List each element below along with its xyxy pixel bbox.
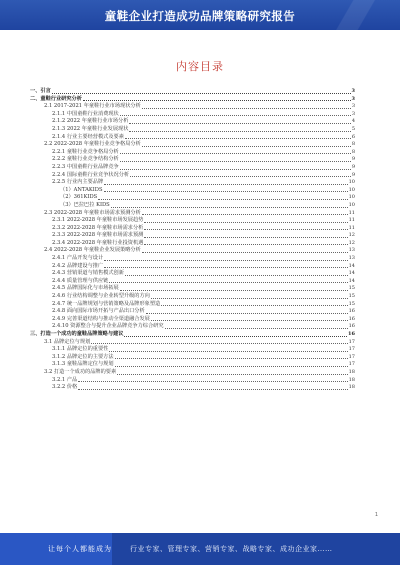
toc-entry[interactable] <box>30 255 355 263</box>
toc-entry-label: 3.1 品牌定位与规划 <box>44 338 91 345</box>
toc-entry-page: 14 <box>348 262 355 269</box>
toc-entry[interactable] <box>30 346 355 354</box>
toc-leader-dots <box>115 358 348 359</box>
toc-entry-label: 2.4.7 统一品牌规划与营销策略及品牌形象塑造 <box>52 300 161 307</box>
toc-entry-label: 2.3 2022-2028 年童鞋市场需求预测分析 <box>44 209 141 216</box>
toc-leader-dots <box>78 381 347 382</box>
report-title: 童鞋企业打造成功品牌策略研究报告 <box>104 9 296 23</box>
header-banner <box>0 0 400 30</box>
toc-entry[interactable] <box>30 308 355 316</box>
footer-slogan: 让每个人都能成为 <box>48 545 112 553</box>
toc-entry-page: 11 <box>348 209 355 216</box>
toc-entry-label: 2.1.2 2022 年童鞋行业市场分析 <box>52 118 129 125</box>
footer-bar <box>0 533 400 565</box>
toc-leader-dots <box>52 93 351 94</box>
toc-leader-dots <box>104 267 347 268</box>
toc-entry-page: 10 <box>348 201 355 208</box>
toc-entry-page: 11 <box>348 217 355 224</box>
toc-leader-dots <box>142 108 351 109</box>
toc-entry-label: 2.4.3 营销渠道与销售模式创新 <box>52 270 124 277</box>
toc-entry-page: 17 <box>348 338 355 345</box>
toc-entry-label: 三、打造一个成功的童鞋品牌策略与建议 <box>30 331 124 337</box>
toc-entry-label: 3.1.1 品牌定位的重要性 <box>52 346 109 353</box>
toc-entry-page: 14 <box>348 270 355 277</box>
toc-entry-label: 2.2.2 童鞋行业竞争结构分析 <box>52 156 119 163</box>
toc-entry-label: 3.1.2 品牌定位的主要方法 <box>52 353 114 360</box>
toc-entry-page: 16 <box>348 331 355 337</box>
toc-leader-dots <box>144 237 347 238</box>
toc-leader-dots <box>104 260 347 261</box>
toc-leader-dots <box>129 123 350 124</box>
toc-entry-label: 2.2 2022-2028 年童鞋行业竞争格局分析 <box>44 141 141 148</box>
toc-entry-page: 9 <box>351 171 355 178</box>
toc-leader-dots <box>83 100 351 101</box>
toc-leader-dots <box>144 229 347 230</box>
toc-entry-page: 15 <box>348 300 355 307</box>
toc-leader-dots <box>120 290 348 291</box>
toc-entry[interactable] <box>30 126 355 134</box>
toc-entry-label: 2.3.2 2022-2028 年童鞋市场需求分析 <box>52 224 144 231</box>
toc-entry-label: 2.4.8 面向国际市场开拓与产品出口分析 <box>52 308 145 315</box>
toc-entry[interactable] <box>30 118 355 126</box>
toc-entry-label: 2.3.3 2022-2028 年童鞋市场需求预测 <box>52 232 144 239</box>
toc-entry-label: 2.1.4 行业主要经营模式及要素 <box>52 133 124 140</box>
toc-entry-page: 17 <box>348 346 355 353</box>
toc-entry-label: 二、童鞋行业研究分析 <box>30 95 82 102</box>
toc-entry-page: 17 <box>348 361 355 368</box>
toc-entry[interactable] <box>30 202 355 210</box>
toc-entry-page: 6 <box>351 133 355 140</box>
toc-entry-page: 13 <box>348 255 355 262</box>
toc-entry-label: 2.2.1 童鞋行业竞争格局分析 <box>52 148 119 155</box>
toc-leader-dots <box>120 161 351 162</box>
toc-leader-dots <box>117 374 347 375</box>
toc-entry-page: 16 <box>348 308 355 315</box>
toc-entry-label: 2.3.1 2022-2028 年童鞋市场发展趋势 <box>52 217 144 224</box>
toc-entry-label: 2.1.3 2022 年童鞋行业发展现状 <box>52 125 129 132</box>
toc-entry-label: 2.1 2017-2021 年童鞋行业市场现状分析 <box>44 103 141 110</box>
toc-entry[interactable] <box>30 247 355 255</box>
toc-entry-page: 3 <box>351 88 355 94</box>
toc-entry-page: 17 <box>348 353 355 360</box>
toc-leader-dots <box>130 176 351 177</box>
toc-entry-page: 14 <box>348 277 355 284</box>
toc-entry-label: （2）361KIDS <box>60 194 98 201</box>
toc-entry-page: 4 <box>351 118 355 125</box>
toc-leader-dots <box>104 191 348 192</box>
toc-entry-label: 2.2.5 行业内主要品牌 <box>52 179 104 186</box>
toc-leader-dots <box>161 305 347 306</box>
toc-entry[interactable] <box>30 361 355 369</box>
toc-entry[interactable] <box>30 384 355 392</box>
toc-entry[interactable] <box>30 210 355 218</box>
toc-entry-page: 15 <box>348 293 355 300</box>
toc-heading: 内容目录 <box>176 60 224 73</box>
toc-leader-dots <box>125 138 351 139</box>
toc-entry[interactable] <box>30 377 355 385</box>
toc-entry-page: 10 <box>348 179 355 186</box>
toc-leader-dots <box>109 282 347 283</box>
toc-leader-dots <box>125 275 348 276</box>
toc-leader-dots <box>124 336 347 337</box>
toc-entry[interactable] <box>30 194 355 202</box>
toc-entry-label: 2.4.1 产品开发与设计 <box>52 255 104 262</box>
toc-entry-page: 10 <box>348 194 355 201</box>
toc-leader-dots <box>151 320 348 321</box>
toc-leader-dots <box>120 153 351 154</box>
toc-leader-dots <box>104 184 347 185</box>
toc-leader-dots <box>78 389 347 390</box>
toc-entry[interactable] <box>30 323 355 331</box>
toc-entry-page: 5 <box>351 125 355 132</box>
toc-entry[interactable] <box>30 232 355 240</box>
toc-entry[interactable] <box>30 88 355 96</box>
toc-entry[interactable] <box>30 141 355 149</box>
toc-entry[interactable] <box>30 270 355 278</box>
toc-leader-dots <box>144 222 347 223</box>
toc-entry-label: （1）ANTAKIDS <box>60 186 103 193</box>
toc-entry-label: 2.2.4 国际童鞋行业竞争状况分析 <box>52 171 130 178</box>
toc-entry-label: 2.4.4 质量管理与供应链 <box>52 277 109 284</box>
table-of-contents <box>30 88 355 392</box>
toc-leader-dots <box>111 207 348 208</box>
toc-entry-page: 8 <box>351 141 355 148</box>
toc-leader-dots <box>146 313 348 314</box>
toc-entry[interactable] <box>30 285 355 293</box>
toc-entry-page: 18 <box>348 384 355 391</box>
toc-entry-page: 3 <box>351 103 355 110</box>
toc-entry-label: 2.2.3 中国童鞋行业品牌竞争 <box>52 163 119 170</box>
toc-entry-page: 10 <box>348 186 355 193</box>
toc-entry[interactable] <box>30 164 355 172</box>
toc-entry-label: 3.2.1 产品 <box>52 376 78 383</box>
toc-entry-label: 3.2.2 价格 <box>52 384 78 391</box>
toc-entry-page: 3 <box>351 95 355 102</box>
toc-entry-label: 一、引言 <box>30 88 51 94</box>
toc-leader-dots <box>120 169 351 170</box>
toc-leader-dots <box>109 351 347 352</box>
toc-entry-page: 12 <box>348 239 355 246</box>
footer-tagline: 行业专家、管理专家、营销专家、战略专家、成功企业家…… <box>130 545 333 553</box>
toc-leader-dots <box>142 252 348 253</box>
toc-entry-label: 2.4.5 品牌国际化与市场拓展 <box>52 285 119 292</box>
toc-entry-label: 2.4.2 品牌建设与推广 <box>52 262 104 269</box>
toc-entry-label: 2.3.4 2022-2028 年童鞋行业投资机遇 <box>52 239 144 246</box>
toc-entry[interactable] <box>30 172 355 180</box>
toc-entry-label: 2.4.10 资源整合与提升企业品牌竞争力综合研究 <box>52 323 164 330</box>
toc-leader-dots <box>98 199 347 200</box>
toc-entry-page: 8 <box>351 148 355 155</box>
page-number: 1 <box>374 512 378 518</box>
toc-entry[interactable] <box>30 331 355 339</box>
toc-leader-dots <box>142 146 351 147</box>
toc-entry-label: 2.4.9 完善渠道结构与推动全渠道融合发展 <box>52 315 150 322</box>
toc-entry-label: 2.1.1 中国童鞋行业消费现状 <box>52 110 119 117</box>
toc-leader-dots <box>142 214 348 215</box>
toc-entry-page: 12 <box>348 232 355 239</box>
toc-entry[interactable] <box>30 369 355 377</box>
toc-entry-page: 13 <box>348 247 355 254</box>
toc-entry-page: 11 <box>348 224 355 231</box>
toc-leader-dots <box>165 328 348 329</box>
toc-entry[interactable] <box>30 103 355 111</box>
toc-entry[interactable] <box>30 293 355 301</box>
toc-leader-dots <box>120 115 351 116</box>
toc-entry-label: （3）巴拉巴拉 KIDS <box>60 201 110 208</box>
toc-leader-dots <box>115 366 348 367</box>
toc-entry[interactable] <box>30 156 355 164</box>
toc-leader-dots <box>129 131 350 132</box>
toc-entry-page: 18 <box>348 368 355 375</box>
toc-entry-page: 16 <box>348 315 355 322</box>
toc-entry-label: 3.2 打造一个成功的品牌的要素 <box>44 368 117 375</box>
toc-leader-dots <box>91 343 347 344</box>
toc-entry-page: 15 <box>348 285 355 292</box>
toc-entry[interactable] <box>30 217 355 225</box>
toc-entry-label: 3.1.3 童鞋品牌定位与规划 <box>52 361 114 368</box>
toc-entry-page: 9 <box>351 163 355 170</box>
toc-entry[interactable] <box>30 179 355 187</box>
toc-entry-page: 9 <box>351 156 355 163</box>
toc-leader-dots <box>151 298 348 299</box>
toc-entry-page: 18 <box>348 376 355 383</box>
toc-entry-page: 16 <box>348 323 355 330</box>
toc-leader-dots <box>144 244 347 245</box>
toc-entry-label: 2.4.6 行业结构调整与企业转型升级的方向 <box>52 293 150 300</box>
toc-entry-label: 2.4 2022-2028 年童鞋企业发展策略分析 <box>44 247 141 254</box>
toc-entry-page: 3 <box>351 110 355 117</box>
